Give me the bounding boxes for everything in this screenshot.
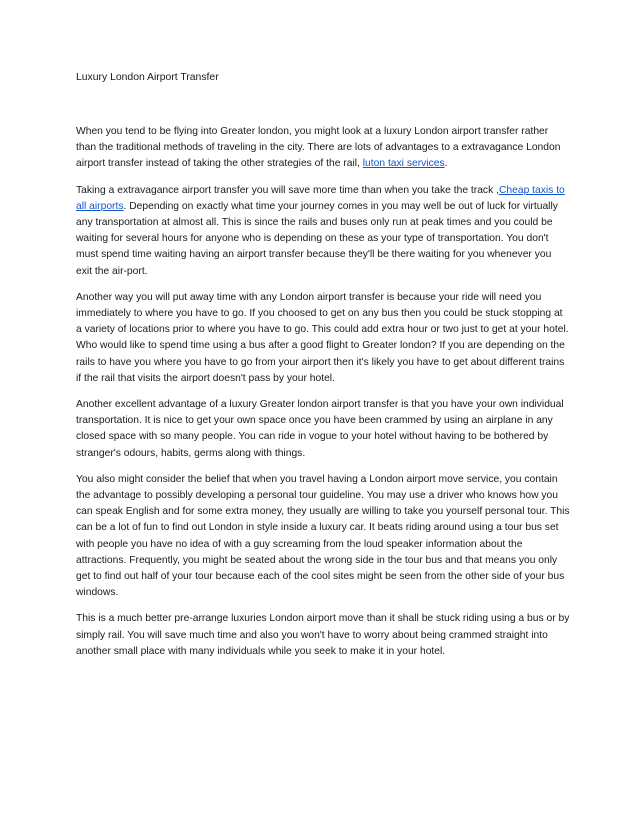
paragraph-2-text: Taking a extravagance airport transfer you will save more time than when you take the track , xyxy=(76,184,499,196)
paragraph-6: This is a much better pre-arrange luxuries London airport move than it shall be stuck riding using a bus or by simply rail. You will save much time and also you won't have to worry about being crammed straight into another small place with many individuals while you seek to make it in your hotel. xyxy=(76,613,570,657)
paragraph-1 xyxy=(76,124,570,173)
paragraph-5: You also might consider the belief that when you travel having a London airport move service, you contain the advantage to possibly developing a personal tour guideline. You may use a driver who knows how you can speak English and for some extra money, they usually are willing to take you yourself personal tour. This can be a lot of fun to find out London in style inside a luxury car. It beats riding around using a tour bus set with people you have no idea of with a guy screaming from the loud speaker information about the attractions. Frequently, you might be seated about the wrong side in the tour bus and that means you only get to find out half of your tour because each of the cool sites might be seen from the other side of your bus windows. xyxy=(76,473,570,599)
paragraph-3: Another way you will put away time with any London airport transfer is because your ride will need you immediately to where you have to go. If you choosed to get on any bus then you could be stuck stopping at a variety of locations prior to where you have to go. This could add extra hour or two just to get at your hotel. Who would like to spend time using a bus after a good flight to Greater london? If you are depending on the rails to have you where you have to go from your airport then it's likely you have to get about different trains if the rail that visits the airport doesn't pass by your hotel. xyxy=(76,291,569,384)
paragraph-2-rest: . Depending on exactly what time your journey comes in you may well be out of luck for virtually any transportation at almost all. This is since the rails and buses only run at peak times and you could be waiting for several hours for anyone who is depending on these as your type of transportation. You don't must spend time waiting having an airport transfer because they'll be there waiting for you whenever you exit the air-port. xyxy=(76,200,558,277)
luton-taxi-services-link[interactable]: luton taxi services xyxy=(362,158,445,170)
paragraph-1-text: When you tend to be flying into Greater london, you might look at a luxury London airport transfer rather than the traditional methods of traveling in the city. There are lots of advantages to a extravagance London airport transfer instead of taking the other strategies of the rail, xyxy=(76,126,561,170)
document-title: Luxury London Airport Transfer xyxy=(76,72,219,83)
paragraph-2 xyxy=(76,183,570,280)
paragraph-4: Another excellent advantage of a luxury Greater london airport transfer is that you have your own individual transportation. It is nice to get your own space once you have been crammed by using an airplane in any closed space with so many people. You can ride in vogue to your hotel without having to be bothered by stranger's odours, habits, germs along with things. xyxy=(76,399,564,459)
paragraph-1-end: . xyxy=(444,158,448,170)
cheap-taxis-link[interactable]: Cheap taxis to all airports xyxy=(76,184,565,212)
